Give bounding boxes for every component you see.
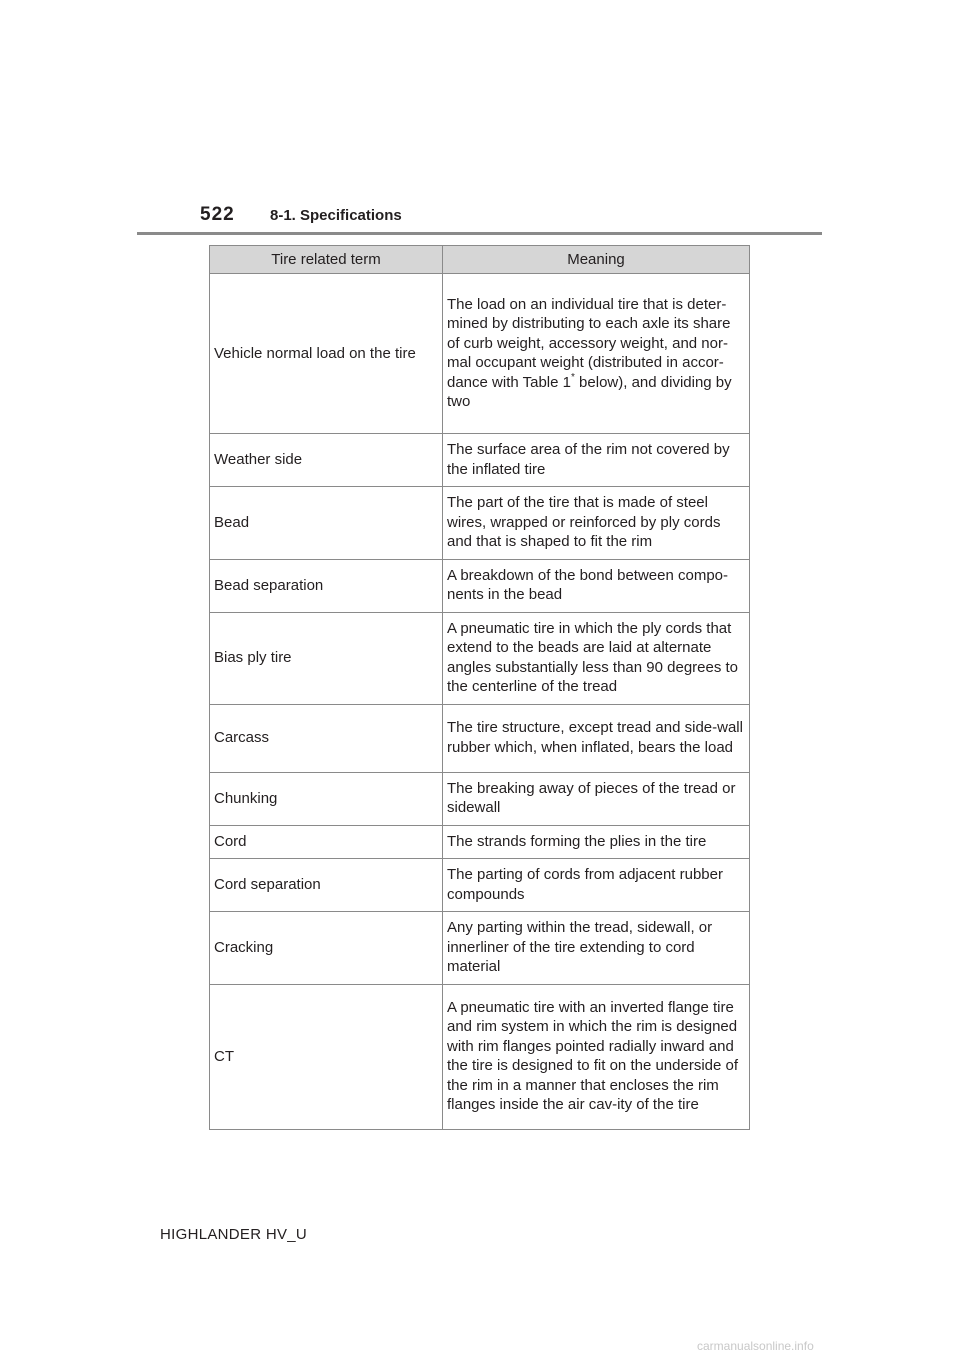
meaning-cell: Any parting within the tread, sidewall, or innerliner of the tire extending to cord material xyxy=(443,912,750,985)
meaning-cell xyxy=(443,274,750,434)
meaning-text: The load on an individual tire that is deter-mined by distributing to each axle its share of curb weight, accessory weight, and nor-mal occupant weight (distributed in accor-dance with Table 1 xyxy=(447,295,731,391)
term-cell: Cord separation xyxy=(210,859,443,912)
table-row xyxy=(210,984,750,1129)
table-row xyxy=(210,487,750,560)
term-cell: CT xyxy=(210,984,443,1129)
table-row xyxy=(210,859,750,912)
tire-terms-table xyxy=(209,245,750,1130)
term-cell: Bead separation xyxy=(210,559,443,612)
term-cell: Bead xyxy=(210,487,443,560)
table-row xyxy=(210,825,750,859)
column-header-term: Tire related term xyxy=(210,246,443,274)
table-row xyxy=(210,772,750,825)
term-cell: Cord xyxy=(210,825,443,859)
table-row xyxy=(210,559,750,612)
term-cell: Chunking xyxy=(210,772,443,825)
table-row xyxy=(210,912,750,985)
table-header-row xyxy=(210,246,750,274)
header-rule xyxy=(137,232,822,235)
meaning-text-continued: below), and dividing by two xyxy=(447,373,732,410)
term-cell: Carcass xyxy=(210,704,443,772)
term-cell: Bias ply tire xyxy=(210,612,443,704)
table-row xyxy=(210,612,750,704)
page-number: 522 xyxy=(200,204,235,225)
meaning-cell: A pneumatic tire in which the ply cords that extend to the beads are laid at alternate angles substantially less than 90 degrees to the centerline of the tread xyxy=(443,612,750,704)
meaning-cell: The strands forming the plies in the tire xyxy=(443,825,750,859)
table-row xyxy=(210,704,750,772)
meaning-cell: The surface area of the rim not covered by the inflated tire xyxy=(443,434,750,487)
meaning-cell: The parting of cords from adjacent rubber compounds xyxy=(443,859,750,912)
term-cell: Weather side xyxy=(210,434,443,487)
page-header xyxy=(200,204,402,226)
term-cell: Vehicle normal load on the tire xyxy=(210,274,443,434)
column-header-meaning: Meaning xyxy=(443,246,750,274)
table-row xyxy=(210,434,750,487)
meaning-cell: The tire structure, except tread and side-wall rubber which, when inflated, bears the load xyxy=(443,704,750,772)
meaning-cell: A pneumatic tire with an inverted flange tire and rim system in which the rim is designed with rim flanges pointed radially inward and the tire is designed to fit on the underside of the rim in a manner that encloses the rim flanges inside the air cav-ity of the tire xyxy=(443,984,750,1129)
watermark-site: carmanualsonline.info xyxy=(697,1339,814,1353)
meaning-cell: A breakdown of the bond between compo-nents in the bead xyxy=(443,559,750,612)
footnote-mark: * xyxy=(570,371,575,383)
term-cell: Cracking xyxy=(210,912,443,985)
section-title: 8-1. Specifications xyxy=(270,207,402,224)
meaning-cell: The breaking away of pieces of the tread or sidewall xyxy=(443,772,750,825)
meaning-cell: The part of the tire that is made of steel wires, wrapped or reinforced by ply cords and that is shaped to fit the rim xyxy=(443,487,750,560)
footer-model: HIGHLANDER HV_U xyxy=(160,1226,308,1243)
table-row xyxy=(210,274,750,434)
